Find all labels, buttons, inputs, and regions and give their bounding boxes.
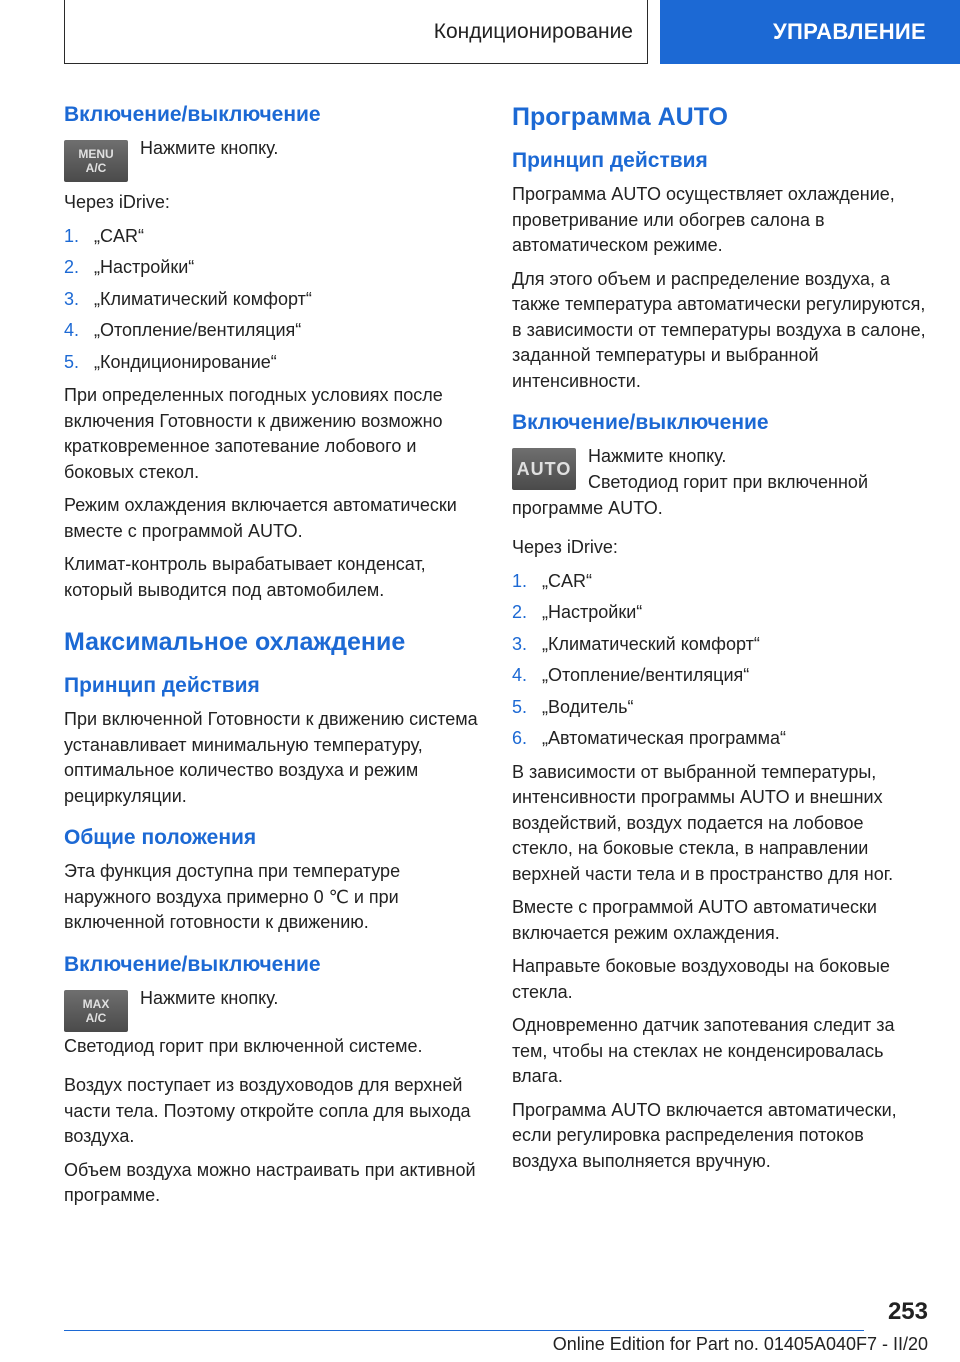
- paragraph: Для этого объем и распределение воздуха, а также температура автоматически регулируются, в зависимости от температуры воздуха в салоне, заданной температуры и выбранной интенсивности.: [512, 268, 926, 391]
- paragraph: Вместе с программой AUTO автоматически включается режим охлаждения.: [512, 897, 877, 943]
- onoff-heading-2: Включение/выключение: [64, 952, 321, 976]
- principle-heading: Принцип действия: [512, 149, 708, 172]
- right-column: [512, 100, 926, 1182]
- list-item: 3. „Климатический комфорт“: [512, 633, 760, 654]
- press-button-text: Нажмите кнопку.: [140, 138, 279, 158]
- max-cooling-heading: Максимальное охлаждение: [64, 628, 406, 656]
- menu-ac-line1: MENU: [78, 147, 114, 161]
- list-item: 6. „Автоматическая программа“: [512, 728, 787, 748]
- auto-button-icon: [512, 448, 576, 490]
- paragraph: При включенной Готовности к движению система устанавливает минимальную температуру, оптимальное количество воздуха и режим рециркуляции.: [64, 709, 478, 806]
- paragraph: Эта функция доступна при температуре наружного воздуха примерно 0 ℃ и при включенной готовности к движению.: [64, 861, 401, 932]
- paragraph: Одновременно датчик запотевания следит за тем, чтобы на стеклах не конденсировалась влага.: [512, 1015, 895, 1086]
- list-item: 4. „Отопление/вентиляция“: [512, 665, 750, 685]
- max-ac-line1: MAX: [82, 996, 110, 1011]
- paragraph: Программа AUTO включается автоматически, если регулировка распределения потоков воздуха выполняется вручную.: [512, 1099, 897, 1171]
- max-ac-row: [64, 986, 478, 1032]
- header-chapter-tab[interactable]: [660, 0, 960, 64]
- onoff-heading: Включение/выключение: [64, 103, 321, 126]
- via-idrive-text: Через iDrive:: [512, 537, 618, 557]
- header-section-title: Кондиционирование: [433, 19, 633, 43]
- via-idrive-text: Через iDrive:: [64, 192, 170, 212]
- press-button-text: Нажмите кнопку.: [140, 987, 279, 1008]
- paragraph: В зависимости от выбранной температуры, интенсивности программы AUTO и внешних воздействий, воздух подается на лобовое стекло, на боковые стекла, в направлении верхней части тела и в пространство для ног.: [512, 761, 894, 884]
- menu-ac-line2: A/C: [85, 161, 107, 175]
- menu-ac-button-icon: [64, 140, 128, 182]
- list-item: 3. „Климатический комфорт“: [64, 288, 312, 309]
- paragraph: Направьте боковые воздуховоды на боковые стекла.: [512, 956, 890, 1002]
- onoff-heading: Включение/выключение: [512, 411, 769, 434]
- list-item: 1. „CAR“: [64, 225, 144, 246]
- paragraph: Климат-контроль вырабатывает конденсат, который выводится под автомобилем.: [64, 554, 426, 600]
- max-ac-button-icon: [64, 990, 128, 1032]
- led-text: Светодиод горит при включенной программе AUTO.: [512, 472, 868, 518]
- paragraph: При определенных погодных условиях после включения Готовности к движению возможно кратковременное запотевание лобового и боковых стекол.: [64, 385, 443, 482]
- paragraph: Режим охлаждения включается автоматически вместе с программой AUTO.: [64, 495, 457, 541]
- paragraph: Программа AUTO осуществляет охлаждение, проветривание или обогрев салона в автоматическом режиме.: [512, 184, 895, 255]
- list-item: 5. „Кондиционирование“: [64, 351, 277, 372]
- footer-edition: Online Edition for Part no. 01405A040F7 - II/20: [552, 1334, 928, 1354]
- principle-heading: Принцип действия: [64, 674, 260, 697]
- auto-program-heading: Программа AUTO: [512, 103, 728, 131]
- auto-label: AUTO: [516, 459, 572, 479]
- right-steps-list: [512, 569, 926, 752]
- list-item: 2. „Настройки“: [512, 602, 643, 622]
- paragraph: Объем воздуха можно настраивать при активной программе.: [64, 1159, 476, 1205]
- header-chapter-title: УПРАВЛЕНИЕ: [773, 19, 926, 44]
- menu-ac-row: [64, 136, 478, 182]
- led-text: Светодиод горит при включенной системе.: [64, 1035, 423, 1056]
- list-item: 4. „Отопление/вентиляция“: [64, 320, 302, 340]
- left-steps-list: [64, 224, 478, 376]
- press-button-text: Нажмите кнопку.: [588, 446, 727, 466]
- list-item: 2. „Настройки“: [64, 257, 195, 277]
- header-section-box: [64, 0, 648, 64]
- max-ac-line2: A/C: [85, 1010, 107, 1025]
- page-number: 253: [887, 1298, 928, 1325]
- list-item: 1. „CAR“: [512, 570, 592, 591]
- list-item: 5. „Водитель“: [512, 696, 634, 717]
- paragraph: Воздух поступает из воздуховодов для верхней части тела. Поэтому откройте сопла для выхода воздуха.: [64, 1075, 471, 1146]
- general-heading: Общие положения: [64, 826, 257, 849]
- footer-divider: [64, 1330, 864, 1331]
- left-column: [64, 100, 478, 1217]
